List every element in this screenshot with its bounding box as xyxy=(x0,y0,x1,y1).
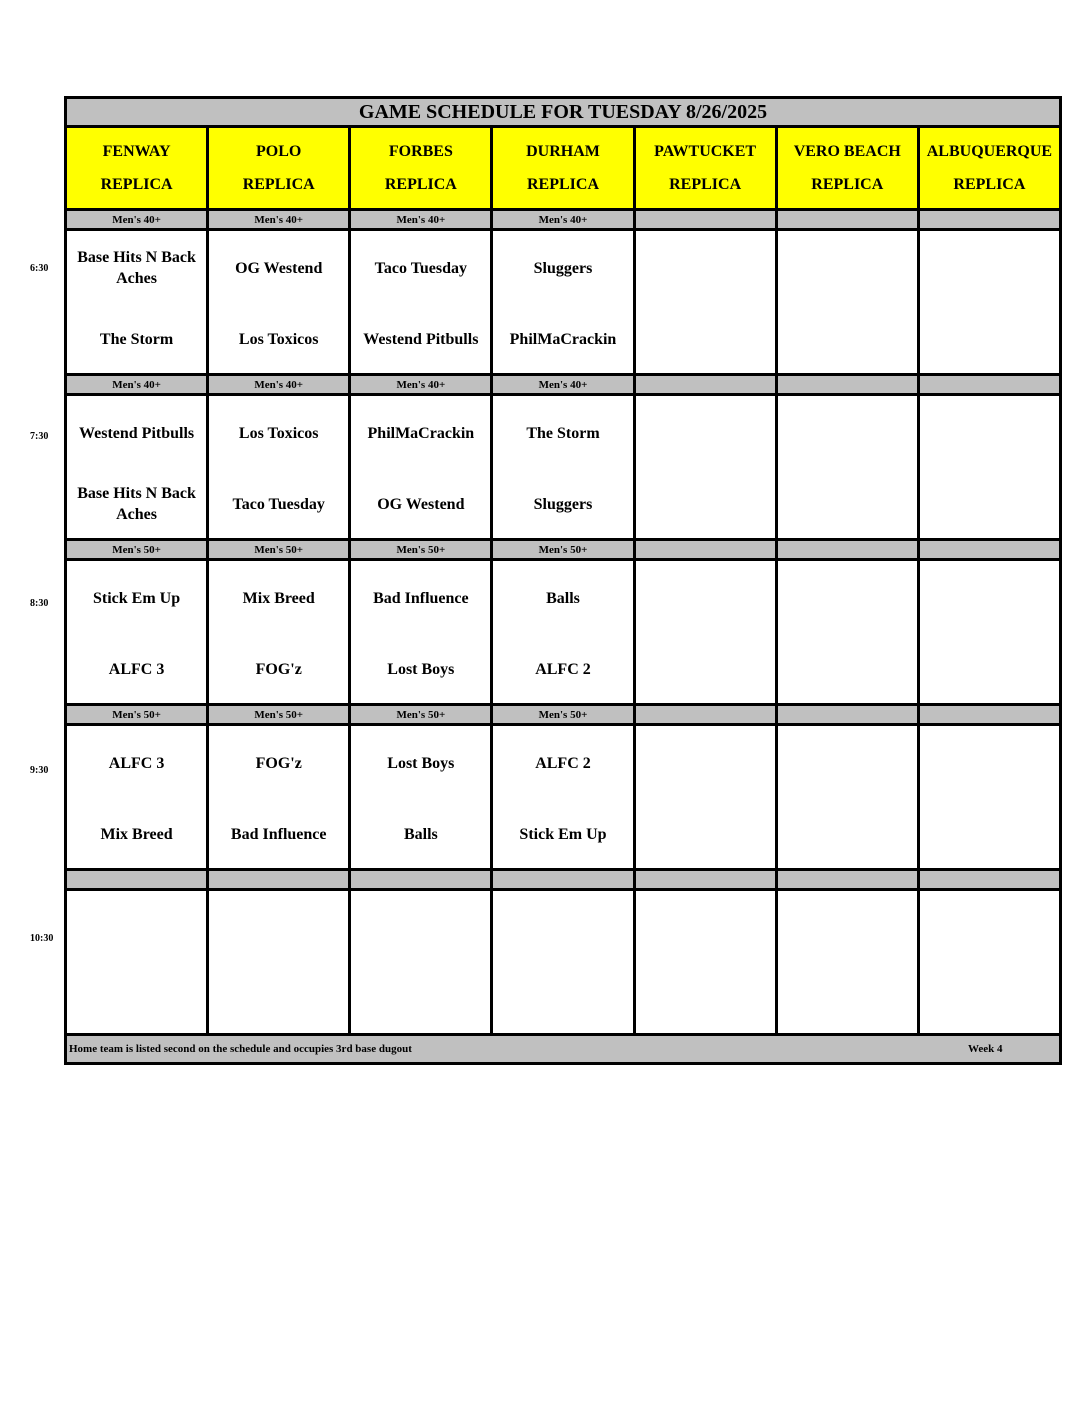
home-team: The Storm xyxy=(99,330,174,348)
division-label xyxy=(634,870,776,890)
away-team xyxy=(636,726,775,800)
field-header xyxy=(66,127,208,210)
field-type: REPLICA xyxy=(384,176,457,193)
home-team xyxy=(920,965,1059,1033)
away-team: Mix Breed xyxy=(242,589,315,607)
game-cell xyxy=(66,890,208,1035)
home-team xyxy=(778,305,917,373)
field-type: REPLICA xyxy=(669,176,742,193)
division-label xyxy=(918,705,1060,725)
away-team: Sluggers xyxy=(533,259,593,277)
home-team: OG Westend xyxy=(377,495,465,513)
game-cell xyxy=(918,560,1060,705)
away-team xyxy=(636,891,775,965)
game-cell xyxy=(492,230,634,375)
home-team: FOG'z xyxy=(255,660,302,678)
away-team xyxy=(778,891,917,965)
field-name: PAWTUCKET xyxy=(654,143,757,160)
away-team: Los Toxicos xyxy=(238,424,319,442)
field-name: FENWAY xyxy=(102,143,171,160)
field-name: VERO BEACH xyxy=(793,143,901,160)
division-label xyxy=(776,870,918,890)
away-team xyxy=(920,396,1059,470)
away-team xyxy=(778,726,917,800)
division-label: Men's 40+ xyxy=(492,375,634,395)
home-team: Stick Em Up xyxy=(519,825,607,843)
field-header xyxy=(208,127,350,210)
game-cell xyxy=(918,230,1060,375)
game-cell xyxy=(492,395,634,540)
game-row xyxy=(66,395,1061,540)
game-cell xyxy=(492,725,634,870)
field-name: POLO xyxy=(256,143,302,160)
home-team xyxy=(778,470,917,538)
away-team: Bad Influence xyxy=(373,589,469,607)
division-label xyxy=(918,870,1060,890)
game-cell xyxy=(208,560,350,705)
division-label: Men's 50+ xyxy=(66,705,208,725)
field-type: REPLICA xyxy=(526,176,599,193)
home-team xyxy=(920,635,1059,703)
game-cell xyxy=(634,395,776,540)
game-row xyxy=(66,560,1061,705)
away-team xyxy=(778,231,917,305)
away-team xyxy=(636,396,775,470)
game-cell xyxy=(634,725,776,870)
game-cell xyxy=(350,560,492,705)
game-row xyxy=(66,725,1061,870)
game-cell xyxy=(208,395,350,540)
game-cell xyxy=(350,395,492,540)
division-label xyxy=(350,870,492,890)
game-cell xyxy=(208,890,350,1035)
schedule-table xyxy=(64,96,1062,1065)
game-cell xyxy=(66,395,208,540)
footer-row xyxy=(66,1035,1061,1064)
game-cell xyxy=(918,395,1060,540)
away-team: Lost Boys xyxy=(387,754,455,772)
away-team xyxy=(920,891,1059,965)
away-team: ALFC 3 xyxy=(108,754,165,772)
home-team xyxy=(778,800,917,868)
time-label: 7:30 xyxy=(30,431,49,442)
division-row xyxy=(66,870,1061,890)
division-label xyxy=(776,705,918,725)
game-cell xyxy=(350,725,492,870)
time-label: 10:30 xyxy=(30,933,54,944)
time-column xyxy=(0,0,64,1408)
home-team xyxy=(636,800,775,868)
game-cell xyxy=(776,395,918,540)
away-team: The Storm xyxy=(526,424,600,442)
division-row xyxy=(66,375,1061,395)
home-team xyxy=(493,965,632,1033)
home-team: Westend Pitbulls xyxy=(363,330,479,348)
footer-note: Home team is listed second on the schedule and occupies 3rd base dugout xyxy=(69,1043,412,1055)
away-team: ALFC 2 xyxy=(535,754,591,772)
game-cell xyxy=(492,560,634,705)
time-label: 9:30 xyxy=(30,765,49,776)
division-label: Men's 40+ xyxy=(208,210,350,230)
field-type: REPLICA xyxy=(100,176,173,193)
division-label: Men's 50+ xyxy=(492,540,634,560)
home-team xyxy=(636,965,775,1033)
game-cell xyxy=(350,230,492,375)
division-label xyxy=(776,210,918,230)
home-team xyxy=(636,635,775,703)
away-team xyxy=(67,891,206,965)
division-label: Men's 50+ xyxy=(350,705,492,725)
division-label: Men's 40+ xyxy=(66,375,208,395)
game-cell xyxy=(492,890,634,1035)
home-team xyxy=(778,965,917,1033)
time-label: 8:30 xyxy=(30,598,49,609)
field-header xyxy=(918,127,1060,210)
away-team: Balls xyxy=(546,589,580,607)
away-team xyxy=(920,726,1059,800)
division-row xyxy=(66,540,1061,560)
division-row xyxy=(66,210,1061,230)
division-label: Men's 50+ xyxy=(208,705,350,725)
away-team xyxy=(636,561,775,635)
away-team xyxy=(920,231,1059,305)
away-team xyxy=(351,891,490,965)
division-label xyxy=(918,375,1060,395)
division-label xyxy=(208,870,350,890)
schedule-title: GAME SCHEDULE FOR TUESDAY 8/26/2025 xyxy=(66,98,1061,127)
home-team: Sluggers xyxy=(533,495,593,513)
division-label: Men's 40+ xyxy=(350,375,492,395)
division-label xyxy=(776,375,918,395)
home-team: Mix Breed xyxy=(100,825,173,843)
division-label xyxy=(918,540,1060,560)
time-label: 6:30 xyxy=(30,263,49,274)
division-label xyxy=(492,870,634,890)
away-team: OG Westend xyxy=(235,259,323,277)
division-label xyxy=(918,210,1060,230)
home-team: Los Toxicos xyxy=(238,330,319,348)
home-team xyxy=(920,305,1059,373)
game-cell xyxy=(350,890,492,1035)
game-cell xyxy=(776,725,918,870)
home-team: Balls xyxy=(403,825,438,843)
home-team xyxy=(920,470,1059,538)
away-team: Taco Tuesday xyxy=(374,259,468,277)
field-type: REPLICA xyxy=(811,176,884,193)
home-team: Bad Influence xyxy=(230,825,327,843)
division-label xyxy=(776,540,918,560)
home-team: PhilMaCrackin xyxy=(509,330,617,348)
field-header xyxy=(634,127,776,210)
game-cell xyxy=(634,230,776,375)
division-label xyxy=(66,870,208,890)
game-cell xyxy=(208,230,350,375)
away-team xyxy=(920,561,1059,635)
away-team xyxy=(636,231,775,305)
game-cell xyxy=(776,890,918,1035)
game-cell xyxy=(776,230,918,375)
division-label: Men's 40+ xyxy=(350,210,492,230)
division-label: Men's 50+ xyxy=(66,540,208,560)
field-name: ALBUQUERQUE xyxy=(926,143,1053,160)
division-label: Men's 50+ xyxy=(350,540,492,560)
field-name: DURHAM xyxy=(526,143,600,160)
field-header xyxy=(492,127,634,210)
division-label: Men's 50+ xyxy=(492,705,634,725)
game-row xyxy=(66,890,1061,1035)
game-cell xyxy=(776,560,918,705)
home-team: Taco Tuesday xyxy=(232,495,325,513)
game-row xyxy=(66,230,1061,375)
division-row xyxy=(66,705,1061,725)
division-label: Men's 40+ xyxy=(208,375,350,395)
home-team xyxy=(351,965,490,1033)
game-cell xyxy=(66,230,208,375)
field-type: REPLICA xyxy=(953,176,1026,193)
away-team xyxy=(493,891,632,965)
field-header xyxy=(350,127,492,210)
home-team: ALFC 2 xyxy=(535,660,591,678)
division-label xyxy=(634,705,776,725)
away-team: PhilMaCrackin xyxy=(367,424,475,442)
division-label xyxy=(634,210,776,230)
division-label xyxy=(634,540,776,560)
away-team xyxy=(778,396,917,470)
away-team: Westend Pitbulls xyxy=(79,424,195,442)
division-label xyxy=(634,375,776,395)
home-team: Base Hits N Back Aches xyxy=(77,485,196,523)
away-team: FOG'z xyxy=(255,754,302,772)
home-team: Lost Boys xyxy=(387,660,455,678)
home-team: ALFC 3 xyxy=(108,660,165,678)
away-team: Base Hits N Back Aches xyxy=(77,249,196,287)
game-cell xyxy=(66,560,208,705)
away-team xyxy=(209,891,348,965)
field-header-row xyxy=(66,127,1061,210)
game-cell xyxy=(918,725,1060,870)
home-team xyxy=(636,470,775,538)
game-cell xyxy=(634,890,776,1035)
game-cell xyxy=(918,890,1060,1035)
week-label: Week 4 xyxy=(968,1043,1003,1055)
home-team xyxy=(67,965,206,1033)
division-label: Men's 40+ xyxy=(492,210,634,230)
game-cell xyxy=(634,560,776,705)
footer-cell xyxy=(66,1035,1061,1064)
away-team xyxy=(778,561,917,635)
field-header xyxy=(776,127,918,210)
home-team xyxy=(209,965,348,1033)
home-team xyxy=(636,305,775,373)
title-row xyxy=(66,98,1061,127)
home-team xyxy=(778,635,917,703)
division-label: Men's 40+ xyxy=(66,210,208,230)
away-team: Stick Em Up xyxy=(93,589,181,607)
home-team xyxy=(920,800,1059,868)
field-name: FORBES xyxy=(388,143,453,160)
game-cell xyxy=(208,725,350,870)
field-type: REPLICA xyxy=(242,176,315,193)
game-cell xyxy=(66,725,208,870)
division-label: Men's 50+ xyxy=(208,540,350,560)
